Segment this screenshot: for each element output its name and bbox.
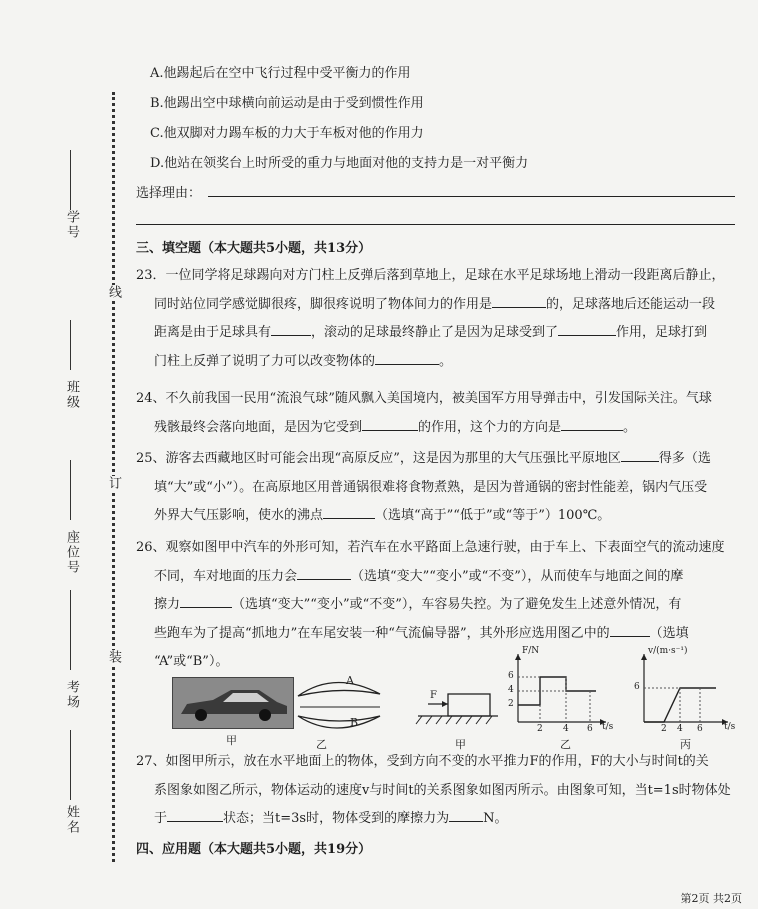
- force-time-graph: [515, 654, 606, 725]
- airfoil-label-a: A: [346, 674, 354, 687]
- graph-tick-4: 4: [508, 685, 514, 695]
- airfoil-b: [298, 716, 380, 728]
- graph-tick-2: 2: [508, 699, 514, 709]
- binding-mark-bind: 装: [106, 650, 121, 665]
- question-23: 23．一位同学将足球踢向对方门柱上反弹后落到草地上，足球在水平足球场地上滑动一段距离后静止， 同时站位同学感觉脚很疼，脚很疼说明了物体间力的作用是 的，足球落地后还能运动一段 距离是由于足球具有 ，滚动的足球最终静止了是因为足球受到了 作用，足球打到 门柱上反弹了说明了力可以改变物体的 。: [136, 268, 725, 369]
- side-label-class: 班级: [64, 380, 79, 410]
- section-application-heading: 四、应用题（本大题共5小题，共19分）: [136, 842, 372, 857]
- question-25: 25、游客去西藏地区时可能会出现“高原反应”，这是因为那里的大气压强比平原地区 得多（选 填“大”或“小”）。在高原地区用普通锅很难将食物煮熟，是因为普通锅的密封性能差，锅内气压受 外界大气压影响，使水的沸点 （选填“高于”“低于”或“等于”）100℃。: [136, 445, 736, 531]
- airfoil-label-b: B: [350, 716, 359, 729]
- option-d: D.他站在领奖台上时所受的重力与地面对他的支持力是一对平衡力: [150, 156, 529, 171]
- fig-label-yi: 乙: [316, 738, 327, 751]
- side-label-room: 考场: [64, 680, 79, 710]
- question-24: 24、不久前我国一民用“流浪气球”随风飘入美国境内，被美国军方用导弹击中，引发国际关注。气球 残骸最终会落向地面，是因为它受到 的作用，这个力的方向是 。: [136, 391, 712, 435]
- airfoil-a: [298, 682, 380, 696]
- graph-tick-x4-v: 4: [677, 724, 683, 734]
- graph-axis-label-v: v/(m·s⁻¹): [648, 646, 688, 656]
- side-label-seat: 座位号: [64, 530, 79, 575]
- graph-axis-label-ts-v: t/s: [724, 722, 736, 732]
- fig-label-yi-27: 乙: [560, 738, 571, 751]
- graph-tick-x2: 2: [537, 724, 543, 734]
- answer-blank[interactable]: [167, 807, 223, 822]
- fig-label-jia: 甲: [226, 734, 237, 747]
- graph-axis-label-ts: t/s: [602, 722, 614, 732]
- graph-tick-6-v: 6: [634, 682, 640, 692]
- binding-mark-line: 线: [106, 285, 121, 300]
- force-arrow-label: F: [430, 690, 437, 701]
- graph-tick-x6-v: 6: [697, 724, 703, 734]
- option-c: C.他双脚对力踢车板的力大于车板对他的作用力: [150, 126, 424, 141]
- reason-label: 选择理由：: [136, 186, 202, 201]
- graph-tick-x2-v: 2: [661, 724, 667, 734]
- binding-mark-order: 订: [106, 476, 121, 491]
- velocity-time-graph: [641, 654, 728, 725]
- fig-label-bing: 丙: [680, 738, 691, 751]
- question-26: 26、观察如图甲中汽车的外形可知，若汽车在水平路面上急速行驶，由于车上、下表面空气的流动速度 不同，车对地面的压力会 （选填“变大”“变小”或“不变”），从而使车与地面之间的摩 擦力 （选填“变大”“变小”或“不变”），车容易失控。为了避免发生上述意外情况，有 些跑车为了提高“抓地力”在车尾安装一种“气流偏导器”，其外形应选用图乙中的 （选填 “A”或“B”）。: [136, 540, 725, 669]
- option-a: A.他踢起后在空中飞行过程中受平衡力的作用: [150, 66, 411, 81]
- section-fill-blank-heading: 三、填空题（本大题共5小题，共13分）: [136, 241, 372, 256]
- block-on-floor: [416, 694, 498, 724]
- page-footer: 第2页 共2页: [680, 892, 742, 905]
- graph-tick-6: 6: [508, 671, 514, 681]
- side-label-student-id: 学号: [64, 210, 79, 240]
- question-27: 27、如图甲所示，放在水平地面上的物体，受到方向不变的水平推力F的作用，F的大小与时间t的关 系图象如图乙所示，物体运动的速度v与时间t的关系图象如图丙所示。由图象可知，当t=1s时物体处 于 状态；当t=3s时，物体受到的摩擦力为 N。: [136, 754, 731, 826]
- fig-label-jia-27: 甲: [455, 738, 466, 751]
- answer-blank[interactable]: [449, 807, 483, 822]
- graph-tick-x6: 6: [587, 724, 593, 734]
- side-label-name: 姓名: [64, 805, 79, 835]
- graph-axis-label-fn: F/N: [522, 646, 540, 656]
- graph-tick-x4: 4: [563, 724, 569, 734]
- option-b: B.他踢出空中球横向前运动是由于受到惯性作用: [150, 96, 424, 111]
